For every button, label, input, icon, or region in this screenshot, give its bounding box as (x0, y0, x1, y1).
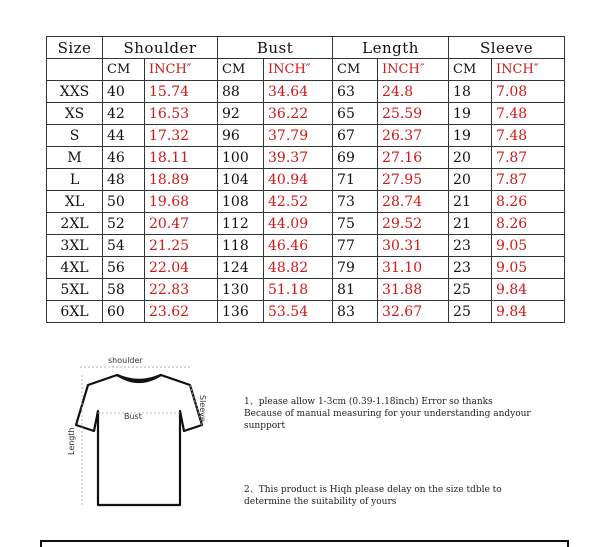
cm-value-cell: 52 (103, 213, 145, 235)
cm-value-cell: 40 (103, 81, 145, 103)
inch-value-cell: 20.47 (145, 213, 218, 235)
size-cell: XXS (47, 81, 103, 103)
note1-line3: sunpport (244, 421, 286, 431)
cm-value-cell: 63 (333, 81, 378, 103)
inch-value-cell: 48.82 (264, 257, 333, 279)
inch-value-cell: 18.11 (145, 147, 218, 169)
cm-value-cell: 100 (218, 147, 264, 169)
inch-value-cell: 31.10 (378, 257, 449, 279)
inch-value-cell: 7.87 (492, 147, 565, 169)
table-row (47, 125, 565, 147)
unit-cm: CM (103, 59, 145, 81)
inch-value-cell: 8.26 (492, 191, 565, 213)
inch-value-cell: 28.74 (378, 191, 449, 213)
cm-value-cell: 60 (103, 301, 145, 323)
inch-value-cell: 19.68 (145, 191, 218, 213)
inch-value-cell: 8.26 (492, 213, 565, 235)
inch-value-cell: 25.59 (378, 103, 449, 125)
cm-value-cell: 58 (103, 279, 145, 301)
cm-value-cell: 112 (218, 213, 264, 235)
cm-value-cell: 92 (218, 103, 264, 125)
cm-value-cell: 69 (333, 147, 378, 169)
cm-value-cell: 73 (333, 191, 378, 213)
cm-value-cell: 19 (449, 125, 492, 147)
cm-value-cell: 23 (449, 235, 492, 257)
cm-value-cell: 54 (103, 235, 145, 257)
cm-value-cell: 50 (103, 191, 145, 213)
size-cell: S (47, 125, 103, 147)
cm-value-cell: 20 (449, 169, 492, 191)
inch-value-cell: 17.32 (145, 125, 218, 147)
inch-value-cell: 7.48 (492, 103, 565, 125)
inch-value-cell: 32.67 (378, 301, 449, 323)
header-row-units (47, 59, 565, 81)
cm-value-cell: 118 (218, 235, 264, 257)
inch-value-cell: 44.09 (264, 213, 333, 235)
size-cell: 5XL (47, 279, 103, 301)
tshirt-diagram (62, 355, 217, 513)
unit-cm: CM (333, 59, 378, 81)
table-row (47, 257, 565, 279)
cm-value-cell: 21 (449, 213, 492, 235)
table-row (47, 235, 565, 257)
inch-value-cell: 42.52 (264, 191, 333, 213)
size-cell: M (47, 147, 103, 169)
cm-value-cell: 81 (333, 279, 378, 301)
inch-value-cell: 24.8 (378, 81, 449, 103)
bottom-border-left (40, 540, 42, 547)
inch-value-cell: 23.62 (145, 301, 218, 323)
cm-value-cell: 20 (449, 147, 492, 169)
inch-value-cell: 36.22 (264, 103, 333, 125)
unit-inch: INCH″ (492, 59, 565, 81)
inch-value-cell: 16.53 (145, 103, 218, 125)
table-row (47, 103, 565, 125)
cm-value-cell: 136 (218, 301, 264, 323)
cm-value-cell: 67 (333, 125, 378, 147)
note-size-table (244, 484, 574, 508)
size-cell: 6XL (47, 301, 103, 323)
inch-value-cell: 51.18 (264, 279, 333, 301)
cm-value-cell: 130 (218, 279, 264, 301)
table-row (47, 279, 565, 301)
length-label: Length (67, 427, 76, 455)
cm-value-cell: 96 (218, 125, 264, 147)
sleeve-header: Sleeve (449, 37, 565, 59)
inch-value-cell: 7.87 (492, 169, 565, 191)
bottom-border (40, 540, 569, 542)
note1-line1: 1、please allow 1-3cm (0.39-1.18inch) Error so thanks (244, 397, 493, 407)
cm-value-cell: 42 (103, 103, 145, 125)
cm-value-cell: 79 (333, 257, 378, 279)
cm-value-cell: 19 (449, 103, 492, 125)
unit-inch: INCH″ (145, 59, 218, 81)
note2-line1: 2、This product is Hiqh please delay on the size tdble to (244, 485, 502, 495)
inch-value-cell: 40.94 (264, 169, 333, 191)
inch-value-cell: 21.25 (145, 235, 218, 257)
sleeve-label: Sleeve (198, 395, 207, 422)
cm-value-cell: 71 (333, 169, 378, 191)
cm-value-cell: 18 (449, 81, 492, 103)
size-cell: 4XL (47, 257, 103, 279)
unit-cm: CM (218, 59, 264, 81)
inch-value-cell: 26.37 (378, 125, 449, 147)
length-header: Length (333, 37, 449, 59)
cm-value-cell: 65 (333, 103, 378, 125)
cm-value-cell: 25 (449, 301, 492, 323)
inch-value-cell: 9.84 (492, 279, 565, 301)
inch-value-cell: 31.88 (378, 279, 449, 301)
shoulder-header: Shoulder (103, 37, 218, 59)
inch-value-cell: 29.52 (378, 213, 449, 235)
cm-value-cell: 21 (449, 191, 492, 213)
inch-value-cell: 53.54 (264, 301, 333, 323)
size-header: Size (47, 37, 103, 59)
inch-value-cell: 46.46 (264, 235, 333, 257)
inch-value-cell: 27.16 (378, 147, 449, 169)
inch-value-cell: 39.37 (264, 147, 333, 169)
size-cell: XS (47, 103, 103, 125)
size-unit-blank (47, 59, 103, 81)
cm-value-cell: 48 (103, 169, 145, 191)
cm-value-cell: 88 (218, 81, 264, 103)
cm-value-cell: 23 (449, 257, 492, 279)
header-row-groups (47, 37, 565, 59)
cm-value-cell: 44 (103, 125, 145, 147)
inch-value-cell: 37.79 (264, 125, 333, 147)
cm-value-cell: 124 (218, 257, 264, 279)
table-row (47, 81, 565, 103)
inch-value-cell: 22.83 (145, 279, 218, 301)
inch-value-cell: 9.05 (492, 235, 565, 257)
table-row (47, 213, 565, 235)
table-row (47, 191, 565, 213)
unit-inch: INCH″ (264, 59, 333, 81)
note1-line2: Because of manual measuring for your understanding andyour (244, 409, 531, 419)
table-row (47, 301, 565, 323)
inch-value-cell: 18.89 (145, 169, 218, 191)
size-cell: 2XL (47, 213, 103, 235)
inch-value-cell: 9.84 (492, 301, 565, 323)
bottom-border-right (567, 540, 569, 547)
unit-inch: INCH″ (378, 59, 449, 81)
cm-value-cell: 56 (103, 257, 145, 279)
size-cell: L (47, 169, 103, 191)
cm-value-cell: 83 (333, 301, 378, 323)
inch-value-cell: 7.48 (492, 125, 565, 147)
unit-cm: CM (449, 59, 492, 81)
bust-label: Bust (124, 412, 142, 421)
inch-value-cell: 22.04 (145, 257, 218, 279)
cm-value-cell: 108 (218, 191, 264, 213)
size-table-body (47, 81, 565, 323)
size-chart-table (46, 36, 565, 323)
cm-value-cell: 46 (103, 147, 145, 169)
cm-value-cell: 104 (218, 169, 264, 191)
note-measurement-error (244, 396, 574, 432)
table-row (47, 169, 565, 191)
inch-value-cell: 9.05 (492, 257, 565, 279)
table-row (47, 147, 565, 169)
size-cell: 3XL (47, 235, 103, 257)
inch-value-cell: 7.08 (492, 81, 565, 103)
bust-header: Bust (218, 37, 333, 59)
inch-value-cell: 30.31 (378, 235, 449, 257)
inch-value-cell: 27.95 (378, 169, 449, 191)
inch-value-cell: 34.64 (264, 81, 333, 103)
tshirt-outline (76, 375, 202, 505)
shoulder-label: shoulder (108, 356, 143, 365)
size-cell: XL (47, 191, 103, 213)
note2-line2: determine the suitability of yours (244, 497, 397, 507)
cm-value-cell: 25 (449, 279, 492, 301)
cm-value-cell: 75 (333, 213, 378, 235)
cm-value-cell: 77 (333, 235, 378, 257)
inch-value-cell: 15.74 (145, 81, 218, 103)
